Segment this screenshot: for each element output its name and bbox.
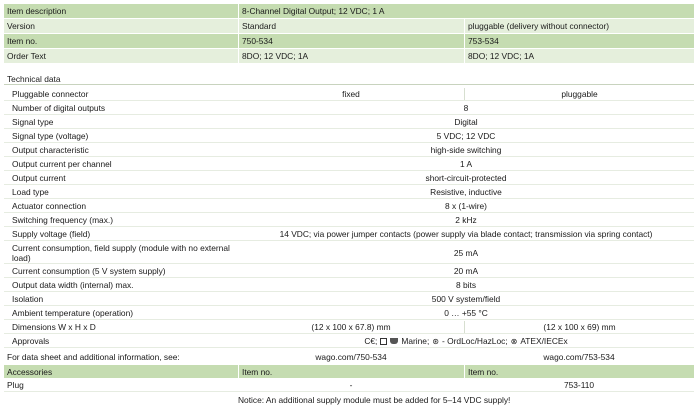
tech-label: Output current bbox=[12, 173, 66, 183]
item-no-a: 750-534 bbox=[238, 34, 464, 48]
ordloc-icon: ⊛ bbox=[432, 336, 439, 346]
approvals-value bbox=[238, 336, 694, 346]
tech-row bbox=[4, 214, 694, 227]
tech-row bbox=[4, 242, 694, 264]
tech-value: 2 kHz bbox=[455, 215, 477, 225]
accessories-col-b: Item no. bbox=[464, 365, 694, 378]
item-no-b: 753-534 bbox=[464, 34, 694, 48]
tech-value: short-circuit-protected bbox=[425, 173, 507, 183]
tech-label: Switching frequency (max.) bbox=[12, 215, 114, 225]
approvals-label: Approvals bbox=[12, 336, 50, 346]
tech-label: Output current per channel bbox=[12, 159, 112, 169]
tech-row bbox=[4, 307, 694, 320]
tech-value: 500 V system/field bbox=[431, 294, 501, 304]
datasheet-row bbox=[4, 350, 694, 363]
tech-value: 20 mA bbox=[453, 266, 479, 276]
version-label: Version bbox=[7, 21, 35, 31]
plug-a: - bbox=[349, 380, 353, 390]
accessories-header-row bbox=[4, 365, 694, 378]
plug-row bbox=[4, 379, 694, 392]
accessories-col-a: Item no. bbox=[238, 365, 464, 378]
tech-label: Current consumption (5 V system supply) bbox=[12, 266, 166, 276]
tech-label: Actuator connection bbox=[12, 201, 87, 211]
tech-value: 1 A bbox=[459, 159, 473, 169]
tech-row-dimensions bbox=[4, 321, 694, 334]
ship-icon bbox=[390, 338, 398, 344]
version-pluggable: pluggable (delivery without connector) bbox=[464, 19, 694, 33]
tech-row bbox=[4, 130, 694, 143]
tech-row bbox=[4, 102, 694, 115]
tech-label: Signal type bbox=[12, 117, 54, 127]
tech-row bbox=[4, 158, 694, 171]
atex-text: ATEX/IECEx bbox=[520, 336, 568, 346]
tech-row bbox=[4, 186, 694, 199]
tech-row-pluggable-connector bbox=[4, 88, 694, 101]
approvals-list bbox=[364, 336, 567, 346]
plug-label: Plug bbox=[7, 380, 24, 390]
tech-label: Current consumption, field supply (module with no external load) bbox=[12, 242, 230, 263]
tech-value-b: pluggable bbox=[561, 89, 598, 99]
order-text-row bbox=[4, 49, 694, 63]
tech-value: Resistive, inductive bbox=[430, 187, 502, 197]
tech-row bbox=[4, 293, 694, 306]
item-description-value: 8-Channel Digital Output; 12 VDC; 1 A bbox=[238, 4, 694, 18]
order-text-b: 8DO; 12 VDC; 1A bbox=[464, 49, 694, 63]
tech-label: Ambient temperature (operation) bbox=[12, 308, 134, 318]
tech-value: high-side switching bbox=[430, 145, 502, 155]
tech-value: 8 bbox=[463, 103, 469, 113]
order-text-label: Order Text bbox=[7, 51, 46, 61]
tech-value: 0 … +55 °C bbox=[444, 308, 488, 318]
tech-row bbox=[4, 116, 694, 129]
tech-label: Output data width (internal) max. bbox=[12, 280, 134, 290]
tech-row bbox=[4, 265, 694, 278]
tech-value: 8 x (1-wire) bbox=[445, 201, 487, 211]
marine-text: Marine; bbox=[401, 336, 430, 346]
tech-value: Digital bbox=[454, 117, 478, 127]
accessories-label: Accessories bbox=[7, 366, 53, 377]
datasheet-label: For data sheet and additional information, see: bbox=[7, 351, 180, 362]
item-no-label: Item no. bbox=[7, 36, 38, 46]
tech-label: Isolation bbox=[12, 294, 44, 304]
tech-label: Supply voltage (field) bbox=[12, 229, 91, 239]
tech-value-a: fixed bbox=[342, 89, 360, 99]
datasheet-link-b[interactable]: wago.com/753-534 bbox=[543, 351, 615, 362]
tech-value: 14 VDC; via power jumper contacts (power supply via blade contact; transmission via spring contact) bbox=[279, 229, 653, 239]
tech-label: Pluggable connector bbox=[12, 89, 89, 99]
ul-icon bbox=[380, 338, 387, 345]
tech-row-approvals bbox=[4, 335, 694, 348]
order-text-a: 8DO; 12 VDC; 1A bbox=[238, 49, 464, 63]
tech-row bbox=[4, 279, 694, 292]
tech-label: Number of digital outputs bbox=[12, 103, 106, 113]
tech-row bbox=[4, 200, 694, 213]
notice-text: Notice: An additional supply module must be added for 5–14 VDC supply! bbox=[238, 395, 511, 405]
datasheet-link-a[interactable]: wago.com/750-534 bbox=[315, 351, 387, 362]
tech-label: Load type bbox=[12, 187, 49, 197]
tech-label: Signal type (voltage) bbox=[12, 131, 89, 141]
tech-row bbox=[4, 228, 694, 241]
tech-label: Dimensions W x H x D bbox=[12, 322, 96, 332]
technical-data-title: Technical data bbox=[4, 74, 694, 85]
tech-row bbox=[4, 144, 694, 157]
ordloc-text: - OrdLoc/HazLoc; bbox=[442, 336, 508, 346]
item-description-label: Item description bbox=[7, 6, 67, 16]
ce-mark: C€; bbox=[364, 336, 378, 346]
tech-label: Output characteristic bbox=[12, 145, 89, 155]
tech-value: 5 VDC; 12 VDC bbox=[436, 131, 496, 141]
atex-icon: ⊗ bbox=[510, 336, 518, 346]
tech-value-a: (12 x 100 x 67.8) mm bbox=[311, 322, 391, 332]
item-description-row bbox=[4, 4, 694, 18]
tech-value: 8 bits bbox=[455, 280, 477, 290]
plug-b: 753-110 bbox=[563, 380, 595, 390]
version-row bbox=[4, 19, 694, 33]
tech-value: 25 mA bbox=[453, 247, 479, 258]
version-standard: Standard bbox=[238, 19, 464, 33]
item-no-row bbox=[4, 34, 694, 48]
tech-value-b: (12 x 100 x 69) mm bbox=[543, 322, 616, 332]
tech-row bbox=[4, 172, 694, 185]
